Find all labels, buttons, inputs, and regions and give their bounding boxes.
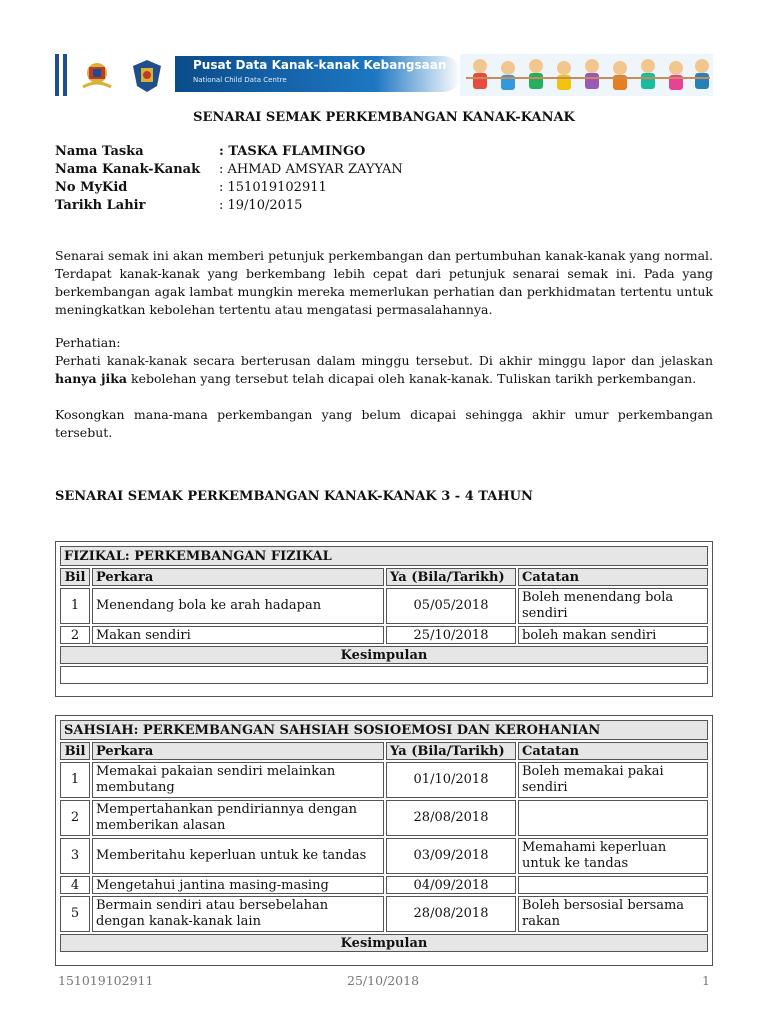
info-row-tarikh-lahir xyxy=(55,197,403,215)
cell-bil: 2 xyxy=(60,626,90,644)
col-header-perkara: Perkara xyxy=(92,742,384,760)
cell-perkara: Memakai pakaian sendiri melainkan membutang xyxy=(92,762,384,798)
cell-ya: 01/10/2018 xyxy=(386,762,516,798)
attention-paragraph xyxy=(55,334,713,388)
cell-ya: 05/05/2018 xyxy=(386,588,516,624)
table-row xyxy=(60,762,708,798)
attention-text: kebolehan yang tersebut telah dicapai oleh kanak-kanak. Tuliskan tarikh perkembangan. xyxy=(127,371,697,386)
info-value: : TASKA FLAMINGO xyxy=(219,144,366,159)
kesimpulan-header: Kesimpulan xyxy=(60,934,708,952)
attention-body xyxy=(55,352,713,388)
table-title: SAHSIAH: PERKEMBANGAN SAHSIAH SOSIOEMOSI DAN KEROHANIAN xyxy=(60,720,708,740)
cell-ya: 03/09/2018 xyxy=(386,838,516,874)
info-value: : 19/10/2015 xyxy=(219,198,303,213)
cell-catatan xyxy=(518,800,708,836)
cell-bil: 1 xyxy=(60,588,90,624)
cell-perkara: Makan sendiri xyxy=(92,626,384,644)
table-row xyxy=(60,838,708,874)
cell-catatan: boleh makan sendiri xyxy=(518,626,708,644)
info-label: No MyKid xyxy=(55,180,128,195)
banner-subtitle: National Child Data Centre xyxy=(193,76,287,84)
info-value: : 151019102911 xyxy=(219,180,327,195)
info-row-nama-taska xyxy=(55,143,403,161)
footer-mykid: 151019102911 xyxy=(58,973,154,988)
cell-ya: 28/08/2018 xyxy=(386,800,516,836)
cell-perkara: Mempertahankan pendiriannya dengan memberikan alasan xyxy=(92,800,384,836)
children-illustration-icon xyxy=(460,54,713,96)
table-row xyxy=(60,876,708,894)
col-header-catatan: Catatan xyxy=(518,742,708,760)
info-label: Nama Taska xyxy=(55,144,144,159)
cell-catatan: Boleh menendang bola sendiri xyxy=(518,588,708,624)
cell-bil: 5 xyxy=(60,896,90,932)
col-header-ya: Ya (Bila/Tarikh) xyxy=(386,568,516,586)
info-value: : AHMAD AMSYAR ZAYYAN xyxy=(219,162,403,177)
section-title: SENARAI SEMAK PERKEMBANGAN KANAK-KANAK 3 - 4 TAHUN xyxy=(55,489,533,504)
table-title: FIZIKAL: PERKEMBANGAN FIZIKAL xyxy=(60,546,708,566)
kesimpulan-field xyxy=(60,666,708,684)
col-header-catatan: Catatan xyxy=(518,568,708,586)
table-row xyxy=(60,626,708,644)
table-row xyxy=(60,800,708,836)
note-paragraph: Kosongkan mana-mana perkembangan yang belum dicapai sehingga akhir umur perkembangan tersebut. xyxy=(55,407,713,440)
fizikal-table xyxy=(55,541,713,697)
table-row xyxy=(60,896,708,932)
attention-text: Perhati kanak-kanak secara berterusan dalam minggu tersebut. Di akhir minggu lapor dan jelaskan xyxy=(55,353,713,368)
cell-bil: 3 xyxy=(60,838,90,874)
info-label: Tarikh Lahir xyxy=(55,198,146,213)
header-banner xyxy=(55,54,713,96)
document-title: SENARAI SEMAK PERKEMBANGAN KANAK-KANAK xyxy=(193,110,575,125)
cell-ya: 28/08/2018 xyxy=(386,896,516,932)
col-header-ya: Ya (Bila/Tarikh) xyxy=(386,742,516,760)
cell-perkara: Mengetahui jantina masing-masing xyxy=(92,876,384,894)
cell-ya: 04/09/2018 xyxy=(386,876,516,894)
info-row-nama-kanak xyxy=(55,161,403,179)
cell-bil: 4 xyxy=(60,876,90,894)
cell-bil: 1 xyxy=(60,762,90,798)
banner-stripe xyxy=(63,54,67,96)
col-header-perkara: Perkara xyxy=(92,568,384,586)
intro-paragraph: Senarai semak ini akan memberi petunjuk perkembangan dan pertumbuhan kanak-kanak yang normal. Terdapat kanak-kanak yang berkembang lebih cepat dari petunjuk senarai semak ini. Pada yang berkembangan agak lambat mungkin mereka memerlukan perhatian dan perkhidmatan tertentu untuk meningkatkan kebolehan tertentu atau mengatasi permasalahannya. xyxy=(55,248,713,317)
info-label: Nama Kanak-Kanak xyxy=(55,162,201,177)
col-header-bil: Bil xyxy=(60,742,90,760)
kesimpulan-header: Kesimpulan xyxy=(60,646,708,664)
cell-catatan: Boleh memakai pakai sendiri xyxy=(518,762,708,798)
attention-emphasis: hanya jika xyxy=(55,371,128,386)
info-row-mykid xyxy=(55,179,403,197)
cell-perkara: Menendang bola ke arah hadapan xyxy=(92,588,384,624)
col-header-bil: Bil xyxy=(60,568,90,586)
cell-ya: 25/10/2018 xyxy=(386,626,516,644)
cell-catatan xyxy=(518,876,708,894)
cell-perkara: Memberitahu keperluan untuk ke tandas xyxy=(92,838,384,874)
cell-catatan: Memahami keperluan untuk ke tandas xyxy=(518,838,708,874)
agency-logo-icon xyxy=(127,56,167,94)
child-info xyxy=(55,143,403,215)
cell-bil: 2 xyxy=(60,800,90,836)
banner-stripe xyxy=(55,54,59,96)
banner-title: Pusat Data Kanak-kanak Kebangsaan xyxy=(193,58,447,72)
footer-page-number: 1 xyxy=(702,973,710,988)
cell-catatan: Boleh bersosial bersama rakan xyxy=(518,896,708,932)
footer-date: 25/10/2018 xyxy=(347,973,420,988)
sahsiah-table xyxy=(55,715,713,966)
attention-heading: Perhatian: xyxy=(55,335,121,350)
malaysia-crest-icon xyxy=(79,57,115,93)
table-row xyxy=(60,588,708,624)
cell-perkara: Bermain sendiri atau bersebelahan dengan kanak-kanak lain xyxy=(92,896,384,932)
